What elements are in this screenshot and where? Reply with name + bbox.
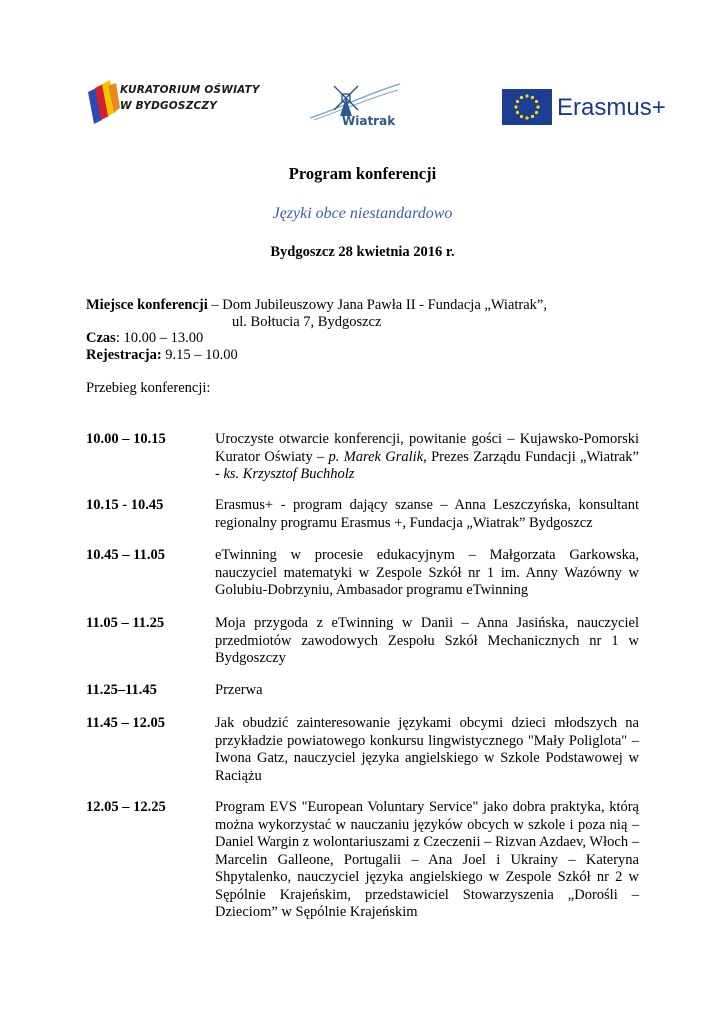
agenda-time: 10.00 – 10.15 [86,431,166,447]
agenda-description: Erasmus+ - program dający szanse – Anna Leszczyńska, konsultant regionalny programu Erasmus +, Fundacja „Wiatrak” Bydgoszcz [215,497,639,531]
registration-line [86,347,238,365]
time-value: : 10.00 – 13.00 [115,330,204,346]
agenda-description [215,431,639,484]
venue-value: – Dom Jubileuszowy Jana Pawła II - Fundacja „Wiatrak”, [207,297,547,313]
agenda-person: p. Marek Gralik [328,448,424,465]
erasmus-logo [502,89,672,125]
venue-label: Miejsce konferencji [86,297,208,313]
agenda-heading: Przebieg konferencji: [86,380,211,396]
agenda-description: Program EVS "European Voluntary Service" jako dobra praktyka, którą można wykorzystać w nauczaniu języków obcych w szkole i poza nią – Daniel Wargin z wolontariuszami z Czeczenii – Rizvan Azdaev, Włoch – Marcelin Galleone, Portugalii – Ana Joel i Ukrainy – Kateryna Shpytalenko, nauczyciel języka angielskiego w Zespole Szkół nr 2 w Sępólnie Krajeńskim, przedstawiciel Stowarzyszenia „Dorośli – Dzieciom” w Sępólnie Krajeńskim [215,799,639,920]
eu-flag-icon [502,89,552,125]
agenda-time: 11.45 – 12.05 [86,715,165,731]
agenda-time: 12.05 – 12.25 [86,799,166,815]
time-line [86,330,203,348]
venue-address: ul. Bołtucia 7, Bydgoszcz [232,314,382,330]
agenda-text: , Prezes Zarządu Fundacji „Wiatrak” - [215,448,639,482]
agenda-description: Jak obudzić zainteresowanie językami obcymi dzieci młodszych na przykładzie powiatowego konkursu lingwistycznego "Mały Poliglota" – Iwona Gatz, nauczyciel języka angielskiego w Szkole Podstawowej w Raciążu [215,715,639,784]
erasmus-logo-text: Erasmus+ [557,94,666,121]
books-icon [86,78,122,128]
wiatrak-logo-text: Wiatrak [342,114,396,128]
agenda-person: ks. Krzysztof Buchholz [223,466,355,482]
wiatrak-logo [306,80,402,136]
kuratorium-logo-line2: W BYDGOSZCZY [120,100,218,112]
agenda-time: 10.45 – 11.05 [86,547,165,563]
registration-label: Rejestracja: [86,347,162,363]
agenda-text: Uroczyste otwarcie konferencji, powitanie gości – Kujawsko-Pomorski Kurator Oświaty – [215,431,639,465]
agenda-description: Przerwa [215,682,263,698]
conference-date: Bydgoszcz 28 kwietnia 2016 r. [270,244,455,260]
registration-value: 9.15 – 10.00 [161,347,238,363]
time-label: Czas [86,330,116,346]
agenda-time: 11.25–11.45 [86,682,157,698]
agenda-description: Moja przygoda z eTwinning w Danii – Anna Jasińska, nauczyciel przedmiotów zawodowych Zespołu Szkół Mechanicznych nr 1 w Bydgoszczy [215,615,639,666]
kuratorium-logo-line1: KURATORIUM OŚWIATY [120,84,260,96]
venue-line [86,297,646,315]
kuratorium-logo [86,78,260,128]
agenda-description: eTwinning w procesie edukacyjnym – Małgorzata Garkowska, nauczyciel matematyki w Zespole Szkół nr 1 im. Anny Wazówny w Golubiu-Dobrzyniu, Ambasador programu eTwinning [215,547,639,598]
agenda-time: 11.05 – 11.25 [86,615,165,631]
agenda-time: 10.15 - 10.45 [86,497,164,513]
page-title: Program konferencji [288,164,437,183]
conference-subtitle: Języki obce niestandardowo [272,205,453,222]
